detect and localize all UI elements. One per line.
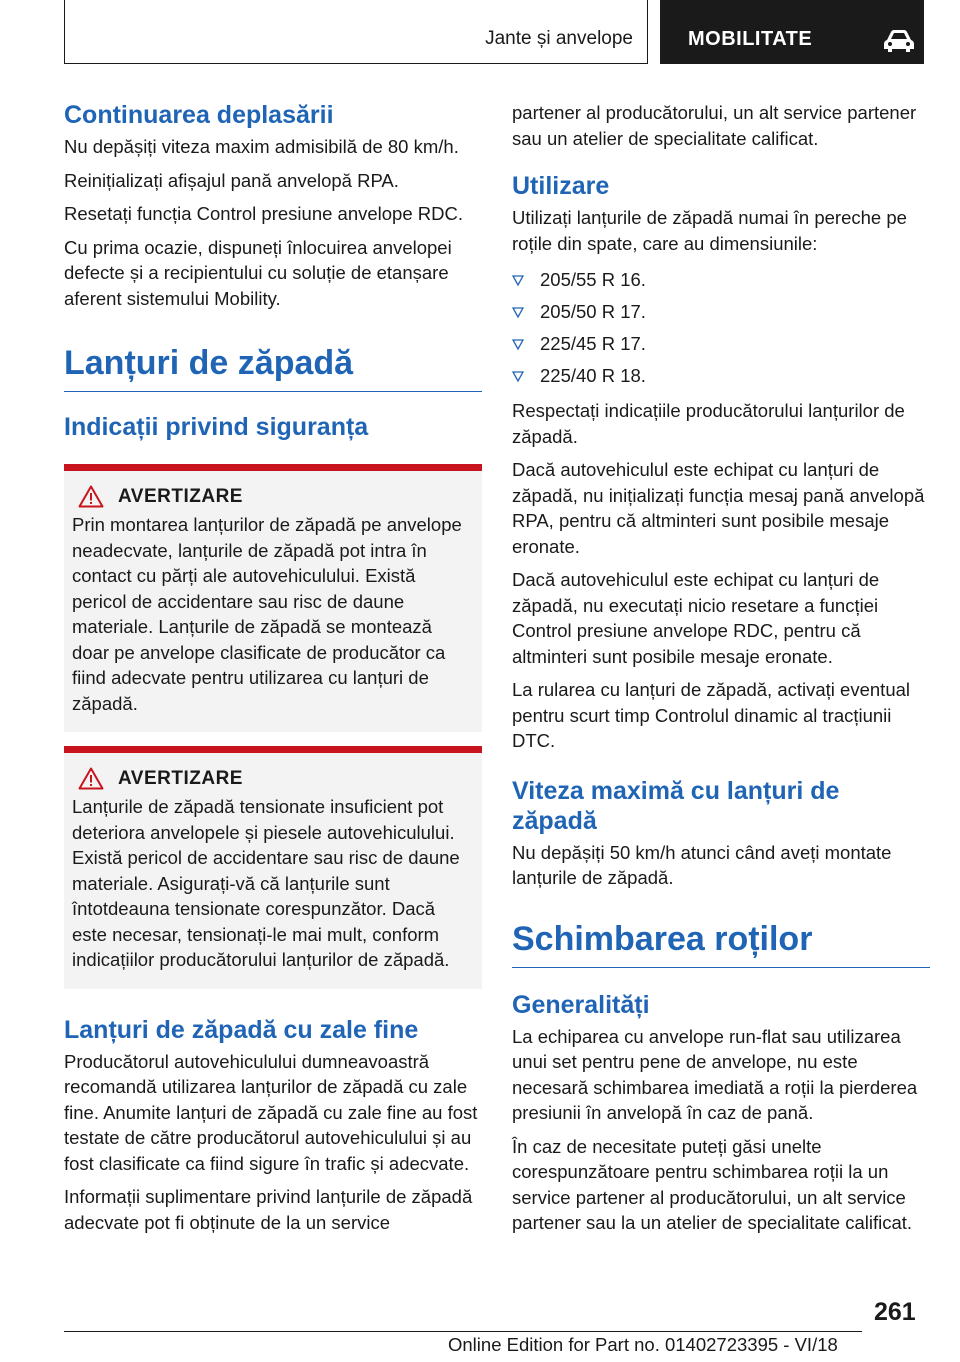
paragraph: Nu depășiți 50 km/h atunci când aveți montate lanțurile de zăpadă. [512,841,892,888]
paragraph: Producătorul autovehiculului dumneavoastră recomandă utilizarea lanțurilor de zăpadă cu zale fine. Anumite lanțuri de zăpadă cu zale fine au fost testate de către producătorul autovehiculului și au fost clasificate ca fiind sigure în trafic și adecvate. [64,1050,478,1174]
dimension-list [512,264,930,392]
paragraph: Nu depășiți viteza maxim admisibilă de 80 km/h. [64,136,459,157]
bullet-triangle-icon [512,274,524,286]
list-item-text: 225/45 R 17. [540,333,646,354]
list-item [512,264,930,296]
heading-continuare: Continuarea deplasării [64,101,334,129]
heading-safety: Indicații privind siguranța [64,413,369,441]
list-item-text: 225/40 R 18. [540,365,646,386]
list-item [512,360,930,392]
warning-triangle-icon [78,767,104,790]
paragraph: Cu prima ocazie, dispuneți înlocuirea anvelopei defecte și a recipientului cu soluție de etanșare aferent sistemului Mobility. [64,236,452,309]
list-item-text: 205/55 R 16. [540,269,646,290]
paragraph: Dacă autovehiculul este echipat cu lanțuri de zăpadă, nu executați nicio resetare a funcției Control presiune anvelope RDC, pentru că altminteri sunt posibile mesaje eronate. [512,569,880,667]
footer-edition: Online Edition for Part no. 01402723395 - VI/18 [448,1334,838,1355]
heading-generalitati: Generalități [512,990,650,1019]
section-title: Jante și anvelope [485,28,633,49]
section-tab [64,0,648,64]
warning-header [72,767,474,790]
car-icon [882,28,916,54]
chapter-title: MOBILITATE [688,28,813,50]
warning-title: AVERTIZARE [118,485,243,507]
list-item-text: 205/50 R 17. [540,301,646,322]
paragraph: Informații suplimentare privind lanțurile de zăpadă adecvate pot fi obținute de la un service [64,1186,473,1233]
heading-utilizare: Utilizare [512,172,610,200]
list-item [512,328,930,360]
footer-divider [64,1331,862,1332]
warning-triangle-icon [78,485,104,508]
bullet-triangle-icon [512,306,524,318]
heading-fine-chains: Lanțuri de zăpadă cu zale fine [64,1015,419,1044]
heading-viteza: Viteza maximă cu lanțuri de zăpadă [512,776,840,835]
warning-text: Prin montarea lanțurilor de zăpadă pe anvelope neadecvate, lanțurile de zăpadă pot intra în contact cu părți ale autovehiculului. Există pericol de accidentare sau risc de daune materiale. Lanțurile de zăpadă se montează doar pe anvelope clasificate de producător ca fiind adecvate pentru utilizarea cu lanțuri de zăpadă. [72,514,462,714]
chapter-heading-lanturi: Lanțuri de zăpadă [64,341,482,392]
warning-box [64,746,482,989]
bullet-triangle-icon [512,338,524,350]
warning-box [64,464,482,732]
warning-header [72,485,474,508]
paragraph: La rularea cu lanțuri de zăpadă, activați eventual pentru scurt timp Controlul dinamic al tracțiunii DTC. [512,679,911,751]
page-header [64,0,924,64]
chapter-tab [660,0,924,64]
bullet-triangle-icon [512,370,524,382]
chapter-heading-schimbarea: Schimbarea roților [512,917,930,968]
paragraph: Dacă autovehiculul este echipat cu lanțuri de zăpadă, nu inițializați funcția mesaj pană anvelopă RPA, pentru că altminteri sunt posibile mesaje eronate. [512,459,925,557]
list-item [512,296,930,328]
paragraph: La echiparea cu anvelope run-flat sau utilizarea unui set pentru pene de anvelope, nu este necesară schimbarea imediată a roții la pierderea presiunii în anvelopă în caz de pană. [512,1025,918,1123]
paragraph: În caz de necesitate puteți găsi unelte corespunzătoare pentru schimbarea roții la un service partener al producătorului, un alt service partener sau la un atelier de specialitate calificat. [512,1135,913,1233]
warning-title: AVERTIZARE [118,767,243,789]
paragraph: partener al producătorului, un alt service partener sau un atelier de specialitate calificat. [512,102,917,149]
left-column [64,100,482,1243]
paragraph: Respectați indicațiile producătorului lanțurilor de zăpadă. [512,400,905,447]
paragraph: Reinițializați afișajul pană anvelopă RPA. [64,169,399,191]
paragraph: Utilizați lanțurile de zăpadă numai în pereche pe roțile din spate, care au dimensiunile: [512,207,907,254]
right-column [512,100,930,1244]
page-number: 261 [874,1298,916,1326]
paragraph: Resetați funcția Control presiune anvelope RDC. [64,203,463,224]
warning-text: Lanțurile de zăpadă tensionate insuficient pot deteriora anvelopele și piesele autovehiculului. Există pericol de accidentare sau risc de daune materiale. Asigurați-vă că lanțurile sunt întotdeauna tensionate corespunzător. Dacă este necesar, tensionați-le mai mult, conform indicațiilor producătorului lanțurilor de zăpadă. [72,796,460,970]
